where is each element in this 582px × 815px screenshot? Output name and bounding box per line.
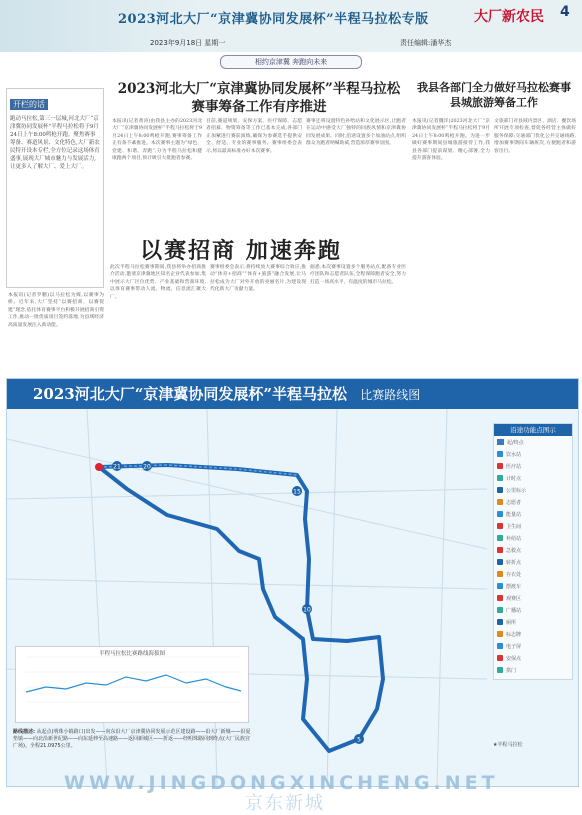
legend-label: 存衣处 bbox=[506, 571, 522, 578]
legend-item bbox=[494, 520, 572, 532]
security-icon bbox=[497, 655, 503, 661]
article-col-4: 本报讯(记者魏洋)2023河北大厂“京津冀协同发展杯”半程马拉松将于9月24日上午8:00鸣枪开跑。为进一步做好赛事期间县城旅游接待工作,我县各部门提前谋划、精心部署,全力提升游客体验。 bbox=[412, 119, 490, 162]
legend-label: 厕所 bbox=[506, 619, 517, 626]
elevation-chart bbox=[15, 646, 249, 723]
legend-label: 急救点 bbox=[506, 547, 522, 554]
legend-item bbox=[494, 568, 572, 580]
legend-label: 医疗站 bbox=[506, 463, 522, 470]
broadcast-icon bbox=[497, 607, 503, 613]
water-icon bbox=[497, 451, 503, 457]
legend-item bbox=[494, 628, 572, 640]
article-col-2: 目前,赛道规划、安保方案、医疗保障、志愿者招募、物资筹备等工作已基本完成,各部门正加紧进行赛前演练,确保为参赛选手提供安全、舒适、专业的赛事服务。赛事组委会表示,将以最高标准办好本次赛事。 bbox=[206, 119, 302, 154]
volunteer-icon bbox=[497, 499, 503, 505]
checkpoint-label: 21 bbox=[113, 463, 121, 471]
legend-item bbox=[494, 580, 572, 592]
legend-item bbox=[494, 460, 572, 472]
route-description-text: 从起点(明珠小镇路口)出发——向东沿大厂京津冀协同发展示范区建设路——沿大厂新城——沿夏垫镇——向北沿新世纪路——向东延伸至高速路——返回新城区——折返——经明珠路回到终点(大厂民族宫广场)。全程21.0975公里。 bbox=[13, 729, 251, 749]
medical-icon bbox=[497, 463, 503, 469]
legend-label: 补给站 bbox=[506, 535, 522, 542]
map-subtitle: 比赛路线图 bbox=[360, 388, 421, 402]
energy-icon bbox=[497, 511, 503, 517]
legend-label: 起/终点 bbox=[507, 439, 524, 446]
checkpoint-label: 5 bbox=[357, 736, 361, 744]
article-col-7: 本报讯(记者罗鹏)以马拉松为媒,以赛事为桥。近年来,大厂坚持“以赛招商、以赛促建”理念,依托体育赛事平台积极开展招商引资工作,推动一批优质项目签约落地,为县域经济高质量发展注入新动能。 bbox=[8, 293, 104, 328]
headline-side: 我县各部门全力做好马拉松赛事县城旅游筹备工作 bbox=[417, 81, 571, 109]
legend-item bbox=[494, 604, 572, 616]
slogan-banner: 相约京津冀 奔跑向未来 bbox=[220, 55, 362, 69]
map-legend bbox=[493, 423, 573, 680]
legend-item bbox=[494, 496, 572, 508]
article-col-8: 此次半程马拉松赛事期间,我县将举办招商推介活动,邀请京津冀地区知名企业代表参加,集中展示大厂区位优势、产业基础和营商环境,以体育赛事带动人流、物流、信息流汇聚大厂。 bbox=[110, 265, 206, 300]
legend-item bbox=[494, 592, 572, 604]
legend-swatch bbox=[497, 439, 504, 445]
storage-icon bbox=[497, 571, 503, 577]
legend-item bbox=[494, 652, 572, 664]
legend-item bbox=[494, 616, 572, 628]
brand-logo: 大厂新农民 bbox=[474, 9, 544, 25]
map-watermark: 京东新城 bbox=[245, 793, 325, 814]
legend-label: 志愿者 bbox=[506, 499, 522, 506]
legend-item bbox=[494, 544, 572, 556]
screen-icon bbox=[497, 643, 503, 649]
start-finish-marker bbox=[95, 463, 103, 471]
legend-item bbox=[494, 556, 572, 568]
header-band bbox=[0, 0, 582, 52]
legend-label: 公里标示 bbox=[506, 487, 527, 494]
checkpoint-label: 20 bbox=[143, 463, 151, 471]
legend-label: 拱门 bbox=[506, 667, 517, 674]
legend-label: 饮水站 bbox=[506, 451, 522, 458]
legend-label: 观赛区 bbox=[506, 595, 522, 602]
elevation-chart-title: 半程马拉松比赛路线海拔图 bbox=[98, 651, 165, 657]
route-description-title: 路线描述: bbox=[13, 729, 35, 735]
legend-item bbox=[494, 664, 572, 676]
supply-icon bbox=[497, 535, 503, 541]
article-col-3: 赛事还将设置特色补给站和文化展示区,让跑者在运动中感受大厂独特的回族风情和京津冀协同发展成果。同时,沿途设置多个加油站点,组织群众为跑者呐喊助威,营造浓厚赛事氛围。 bbox=[306, 119, 406, 147]
article-col-9: 赛事组委会表示,将持续放大赛事综合效应,推动“体育+招商”“体育+旅游”融合发展,让马拉松成为大厂对外开放的亮丽名片,为建设现代化新大厂贡献力量。 bbox=[210, 265, 306, 293]
column-intro-text: 跑动马拉松,第三一层城,河北大厂“京津冀协同发展杯”半程马拉松将于9月24日上午8:00鸣枪开跑。聚焦赛事筹备、赛道风景、文化特色,大厂新农民特开设本专栏,全方位记录这场体育盛事,展现大厂城市魅力与发展活力,让更多人了解大厂、爱上大厂。 bbox=[10, 116, 100, 170]
site-watermark: WWW.JINGDONGXINCHENG.NET bbox=[64, 772, 499, 794]
header-title: 2023河北大厂“京津冀协同发展杯”半程马拉松专版 bbox=[118, 12, 429, 27]
checkpoint-label: 10 bbox=[303, 606, 311, 614]
article-col-5: 文旅部门对县域内景区、酒店、餐饮场所开展专项检查,督促各经营主体做好服务保障;交通部门优化公共交通线路,增加赛事期间车辆班次,方便跑者和游客出行。 bbox=[494, 119, 576, 154]
legend-item bbox=[494, 472, 572, 484]
route-map bbox=[6, 378, 579, 814]
route-note: ★半程马拉松 bbox=[493, 742, 523, 748]
elevation-graph bbox=[16, 647, 248, 707]
map-title-text: 2023河北大厂“京津冀协同发展杯”半程马拉松 bbox=[33, 385, 348, 403]
elevation-line bbox=[26, 675, 241, 692]
legend-label: 电子屏 bbox=[506, 643, 522, 650]
legend-label: 计时点 bbox=[506, 475, 522, 482]
legend-label: 摆渡车 bbox=[506, 583, 522, 590]
legend-item bbox=[494, 532, 572, 544]
column-tag: 开栏的话 bbox=[10, 99, 48, 110]
editor-credit: 责任编辑:潘华杰 bbox=[400, 39, 452, 47]
sign-icon bbox=[497, 631, 503, 637]
checkpoint-label: 15 bbox=[293, 488, 301, 496]
legend-label: 能量站 bbox=[506, 511, 522, 518]
legend-label: 安保点 bbox=[506, 655, 522, 662]
legend-label: 标志牌 bbox=[506, 631, 522, 638]
issue-date: 2023年9月18日 星期一 bbox=[150, 39, 226, 47]
legend-item bbox=[494, 436, 572, 448]
restroom-icon bbox=[497, 619, 503, 625]
legend-title: 沿途功能点图示 bbox=[494, 424, 572, 436]
headline-big: 以赛招商 加速奔跑 bbox=[140, 238, 342, 264]
legend-label: 转折点 bbox=[506, 559, 522, 566]
legend-label: 广播站 bbox=[506, 607, 522, 614]
legend-label: 卫生间 bbox=[506, 523, 522, 530]
arch-icon bbox=[497, 667, 503, 673]
article-col-1: 本报讯(记者黄涛)由我县主办的2023河北大厂“京津冀协同发展杯”半程马拉松将于9月24日上午8:00鸣枪开跑,赛事筹备工作正有条不紊推进。本次赛事主题为“绿色、党建、和谐、奔跑”,分为半程马拉松和健康跑两个项目,预计吸引大批跑者参赛。 bbox=[112, 119, 202, 162]
shuttle-icon bbox=[497, 583, 503, 589]
headline-main: 2023河北大厂“京津冀协同发展杯”半程马拉松赛事筹备工作有序推进 bbox=[117, 81, 401, 115]
firstaid-icon bbox=[497, 547, 503, 553]
toilet-icon bbox=[497, 523, 503, 529]
km-icon bbox=[497, 487, 503, 493]
route-description bbox=[13, 729, 253, 750]
viewing-icon bbox=[497, 595, 503, 601]
article-col-10: 据悉,本次赛事设置多个服务站点,配备专业医疗团队和志愿者队伍,全程保障跑者安全,努力打造一场高水平、有温度的城市马拉松。 bbox=[310, 265, 406, 285]
legend-item bbox=[494, 448, 572, 460]
turn-icon bbox=[497, 559, 503, 565]
page-number: 4 bbox=[560, 4, 570, 20]
column-intro-box bbox=[6, 88, 104, 288]
timing-icon bbox=[497, 475, 503, 481]
legend-item bbox=[494, 484, 572, 496]
legend-item bbox=[494, 508, 572, 520]
legend-item bbox=[494, 640, 572, 652]
